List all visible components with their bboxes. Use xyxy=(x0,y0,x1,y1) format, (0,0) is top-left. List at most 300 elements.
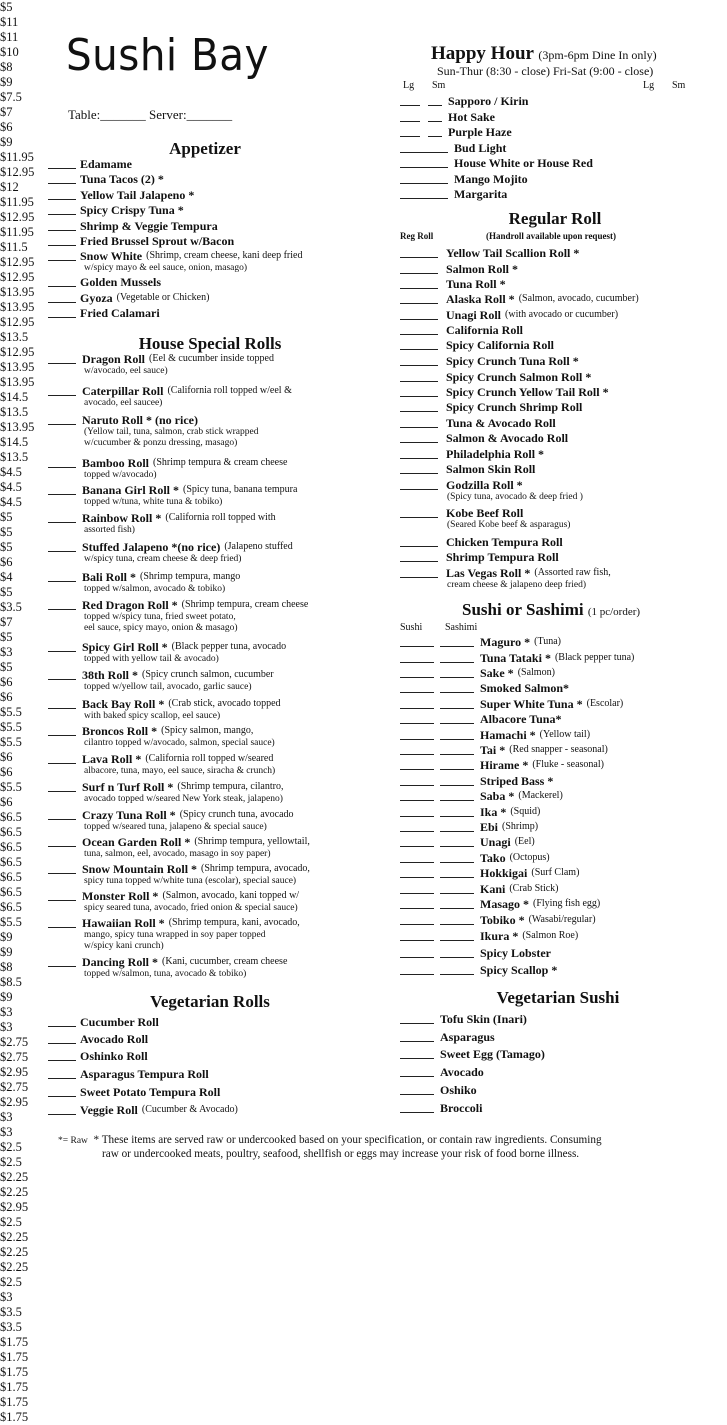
menu-item xyxy=(48,306,160,320)
item-name: Salmon Skin Roll xyxy=(446,462,536,476)
item-name: Ika * xyxy=(480,805,507,819)
item-name: Tai * xyxy=(480,743,506,757)
item-price-lg: $3 xyxy=(0,645,13,659)
order-blank[interactable] xyxy=(440,851,474,863)
order-blank[interactable] xyxy=(400,789,434,801)
order-blank[interactable] xyxy=(48,384,76,396)
menu-item xyxy=(48,955,287,969)
item-name: Sapporo / Kirin xyxy=(448,94,529,108)
order-blank[interactable] xyxy=(48,916,76,928)
item-description: (Salmon) xyxy=(517,667,555,678)
item-name: Spicy Girl Roll * xyxy=(82,640,168,654)
order-blank[interactable] xyxy=(48,1032,76,1044)
item-price: $4.5 xyxy=(0,480,22,494)
item-price: $13.95 xyxy=(0,300,35,314)
order-blank[interactable] xyxy=(48,1015,76,1027)
item-description: (Crab stick, avocado topped xyxy=(168,698,281,709)
order-blank[interactable] xyxy=(400,447,438,459)
order-blank[interactable] xyxy=(48,275,76,287)
order-blank[interactable] xyxy=(400,913,434,925)
order-blank[interactable] xyxy=(48,780,76,792)
item-name: Tuna & Avocado Roll xyxy=(446,416,556,430)
menu-item xyxy=(400,370,591,384)
order-blank[interactable] xyxy=(440,712,474,724)
item-price: $13.5 xyxy=(0,450,29,464)
item-name: Gyoza xyxy=(80,291,113,305)
item-price: $2.75 xyxy=(0,1080,29,1094)
order-blank[interactable] xyxy=(440,666,474,678)
order-blank[interactable] xyxy=(48,1067,76,1079)
order-blank[interactable] xyxy=(400,946,434,958)
order-blank[interactable] xyxy=(440,866,474,878)
order-blank[interactable] xyxy=(400,1012,434,1024)
order-blank[interactable] xyxy=(48,413,76,425)
order-blank[interactable] xyxy=(48,172,76,184)
order-blank[interactable] xyxy=(48,483,76,495)
menu-item xyxy=(48,916,300,930)
order-blank[interactable] xyxy=(48,456,76,468)
item-description: (Spicy crunch tuna, avocado xyxy=(179,809,294,820)
item-price: $3 xyxy=(0,1110,13,1124)
regular-roll-title: Regular Roll xyxy=(508,209,602,228)
item-description-line2: (Yellow tail, tuna, salmon, crab stick wrapped xyxy=(84,427,259,437)
order-blank[interactable] xyxy=(400,963,434,975)
order-blank[interactable] xyxy=(400,385,438,397)
item-price: $6.5 xyxy=(0,825,22,839)
order-blank-sm[interactable] xyxy=(428,94,442,106)
menu-item xyxy=(48,234,234,248)
item-name: Crazy Tuna Roll * xyxy=(82,808,176,822)
order-blank[interactable] xyxy=(440,651,474,663)
order-blank[interactable] xyxy=(48,862,76,874)
menu-item xyxy=(400,94,528,108)
item-price: $3 xyxy=(0,1290,13,1304)
item-name: Super White Tuna * xyxy=(480,697,583,711)
order-blank[interactable] xyxy=(400,308,438,320)
menu-item xyxy=(48,157,132,171)
item-name: Ocean Garden Roll * xyxy=(82,835,191,849)
menu-item xyxy=(400,835,535,849)
item-description: (Squid) xyxy=(510,806,541,817)
item-name: Margarita xyxy=(454,187,508,201)
sushi-col-label: Sushi xyxy=(400,622,423,633)
order-blank[interactable] xyxy=(400,416,438,428)
item-name: Monster Roll * xyxy=(82,889,159,903)
item-name: Stuffed Jalapeno *(no rice) xyxy=(82,540,221,554)
happy-hour-title: Happy Hour (3pm-6pm Dine In only) xyxy=(431,43,657,64)
item-price: $9 xyxy=(0,990,13,1004)
menu-item xyxy=(48,780,283,794)
item-price-sm: $5 xyxy=(0,630,13,644)
order-blank[interactable] xyxy=(400,697,434,709)
item-description: (Jalapeno stuffed xyxy=(224,541,293,552)
order-blank[interactable] xyxy=(48,1103,76,1115)
menu-item xyxy=(400,805,540,819)
menu-item xyxy=(400,308,618,322)
item-description: (Salmon Roe) xyxy=(522,930,579,941)
order-blank[interactable] xyxy=(440,882,474,894)
order-blank[interactable] xyxy=(48,697,76,709)
order-blank[interactable] xyxy=(48,668,76,680)
item-description: (Spicy crunch salmon, cucumber xyxy=(142,669,274,680)
item-name: House White or House Red xyxy=(454,156,593,170)
item-price: $7 xyxy=(0,105,13,119)
item-price: $5.5 xyxy=(0,705,22,719)
menu-item xyxy=(400,535,563,549)
order-blank[interactable] xyxy=(48,540,76,552)
order-blank[interactable] xyxy=(400,478,438,490)
item-price: $11.95 xyxy=(0,195,34,209)
order-blank[interactable] xyxy=(400,758,434,770)
order-blank[interactable] xyxy=(400,354,438,366)
order-blank[interactable] xyxy=(48,640,76,652)
order-blank[interactable] xyxy=(400,338,438,350)
order-blank[interactable] xyxy=(48,203,76,215)
item-price: $2.25 xyxy=(0,1245,29,1259)
menu-item xyxy=(400,743,608,757)
item-price-sm: $3.5 xyxy=(0,600,22,614)
order-blank[interactable] xyxy=(48,752,76,764)
order-blank[interactable] xyxy=(400,1030,434,1042)
item-name: Spicy Lobster xyxy=(480,946,552,960)
order-blank[interactable] xyxy=(400,1065,434,1077)
order-blank[interactable] xyxy=(440,805,474,817)
item-description-line2: (Spicy tuna, avocado & deep fried ) xyxy=(447,492,583,502)
menu-item xyxy=(48,203,184,217)
item-description-line3: w/cucumber & ponzu dressing, masago) xyxy=(84,438,238,448)
item-description: (Shrimp tempura, kani, avocado, xyxy=(168,917,300,928)
item-name: Godzilla Roll * xyxy=(446,478,523,492)
order-blank[interactable] xyxy=(400,681,434,693)
item-price: $2.5 xyxy=(0,1155,22,1169)
item-name: Ebi xyxy=(480,820,499,834)
item-price: $10 xyxy=(0,45,19,59)
item-description: (with avocado or cucumber) xyxy=(505,309,619,320)
item-description: (Shrimp tempura, cream cheese xyxy=(181,599,309,610)
order-blank[interactable] xyxy=(400,506,438,518)
order-blank[interactable] xyxy=(400,1083,434,1095)
menu-item xyxy=(400,110,495,124)
order-blank[interactable] xyxy=(440,743,474,755)
order-blank[interactable] xyxy=(400,851,434,863)
menu-item xyxy=(400,789,563,803)
order-blank[interactable] xyxy=(400,156,448,168)
order-blank[interactable] xyxy=(400,400,438,412)
item-name: Striped Bass * xyxy=(480,774,554,788)
item-price: $13.95 xyxy=(0,420,35,434)
item-price: $5 xyxy=(0,0,13,14)
item-price: $1.75 xyxy=(0,1395,29,1409)
item-description: (Vegetable or Chicken) xyxy=(116,292,210,303)
item-price: $11 xyxy=(0,15,19,29)
order-blank[interactable] xyxy=(440,963,474,975)
item-name: Masago * xyxy=(480,897,529,911)
item-name: Spicy Crispy Tuna * xyxy=(80,203,184,217)
menu-item xyxy=(48,219,218,233)
vegetarian-sushi-title: Vegetarian Sushi xyxy=(496,988,620,1007)
item-description: (Yellow tail) xyxy=(539,729,591,740)
menu-item xyxy=(400,1083,477,1097)
vegetarian-rolls-title: Vegetarian Rolls xyxy=(150,992,270,1011)
item-name: Sweet Potato Tempura Roll xyxy=(80,1085,221,1099)
order-blank[interactable] xyxy=(400,929,434,941)
order-blank[interactable] xyxy=(400,141,448,153)
order-blank[interactable] xyxy=(400,712,434,724)
order-blank[interactable] xyxy=(400,535,438,547)
order-blank[interactable] xyxy=(400,172,448,184)
item-price: $9 xyxy=(0,945,13,959)
item-name: Shrimp Tempura Roll xyxy=(446,550,559,564)
order-blank[interactable] xyxy=(400,728,434,740)
order-blank-lg[interactable] xyxy=(400,110,420,122)
item-description-line2: spicy tuna topped w/white tuna (escolar), special sauce) xyxy=(84,876,297,886)
handroll-note: (Handroll available upon request) xyxy=(486,231,616,241)
order-blank[interactable] xyxy=(400,774,434,786)
item-description: (Salmon, avocado, cucumber) xyxy=(518,293,639,304)
order-blank[interactable] xyxy=(440,728,474,740)
order-blank[interactable] xyxy=(440,835,474,847)
menu-item xyxy=(48,172,164,186)
item-description: (Wasabi/regular) xyxy=(528,914,596,925)
item-price: $2.75 xyxy=(0,1035,29,1049)
order-blank[interactable] xyxy=(400,743,434,755)
order-blank[interactable] xyxy=(400,277,438,289)
menu-item xyxy=(48,1032,148,1046)
order-blank[interactable] xyxy=(48,157,76,169)
item-name: Oshiko xyxy=(440,1083,477,1097)
item-description: (Crab Stick) xyxy=(509,883,559,894)
item-price: $11 xyxy=(0,30,19,44)
item-name: Hot Sake xyxy=(448,110,496,124)
item-price: $12.95 xyxy=(0,345,35,359)
item-price: $12.95 xyxy=(0,165,35,179)
item-name: Sake * xyxy=(480,666,514,680)
item-description: (Escolar) xyxy=(586,698,624,709)
order-blank[interactable] xyxy=(48,724,76,736)
item-name: Caterpillar Roll xyxy=(82,384,164,398)
item-price: $9 xyxy=(0,135,13,149)
item-price: $12.95 xyxy=(0,255,35,269)
item-description-line2: with baked spicy scallop, eel sauce) xyxy=(84,711,221,721)
order-blank[interactable] xyxy=(48,889,76,901)
item-name: Snow Mountain Roll * xyxy=(82,862,198,876)
order-blank[interactable] xyxy=(400,262,438,274)
item-description: (Black pepper tuna) xyxy=(554,652,635,663)
menu-item xyxy=(48,1085,220,1099)
sashimi-col-label: Sashimi xyxy=(445,622,478,633)
menu-item xyxy=(400,666,555,680)
item-description: (Surf Clam) xyxy=(531,867,580,878)
order-blank[interactable] xyxy=(440,789,474,801)
item-price-lg: $5 xyxy=(0,585,13,599)
order-blank[interactable] xyxy=(48,219,76,231)
item-name: Spicy Crunch Yellow Tail Roll * xyxy=(446,385,609,399)
menu-item xyxy=(48,1103,238,1117)
item-name: Spicy Crunch Shrimp Roll xyxy=(446,400,583,414)
item-price: $8.5 xyxy=(0,975,22,989)
item-name: Salmon & Avocado Roll xyxy=(446,431,569,445)
item-name: Shrimp & Veggie Tempura xyxy=(80,219,218,233)
order-blank[interactable] xyxy=(48,234,76,246)
order-blank[interactable] xyxy=(400,1101,434,1113)
order-blank[interactable] xyxy=(440,820,474,832)
item-description: (Cucumber & Avocado) xyxy=(141,1104,238,1115)
order-blank[interactable] xyxy=(400,820,434,832)
item-name: Philadelphia Roll * xyxy=(446,447,545,461)
menu-item xyxy=(400,385,609,399)
item-price: $6.5 xyxy=(0,900,22,914)
order-blank[interactable] xyxy=(400,866,434,878)
item-description: (Black pepper tuna, avocado xyxy=(171,641,287,652)
item-price-lg: $7 xyxy=(0,615,13,629)
order-blank[interactable] xyxy=(440,774,474,786)
order-blank-lg[interactable] xyxy=(400,125,420,137)
menu-item xyxy=(400,866,579,880)
item-name: Back Bay Roll * xyxy=(82,697,165,711)
menu-item xyxy=(400,758,604,772)
item-description-line2: topped w/yellow tail, avocado, garlic sauce) xyxy=(84,682,252,692)
menu-item xyxy=(400,1012,527,1026)
happy-hour-schedule: Sun-Thur (8:30 - close) Fri-Sat (9:00 - close) xyxy=(437,64,654,78)
order-blank[interactable] xyxy=(400,882,434,894)
item-description: (Kani, cucumber, cream cheese xyxy=(162,956,288,967)
order-blank[interactable] xyxy=(400,835,434,847)
order-blank[interactable] xyxy=(400,187,448,199)
order-blank[interactable] xyxy=(440,929,474,941)
item-description: (Shrimp) xyxy=(502,821,539,832)
item-name: Bamboo Roll xyxy=(82,456,150,470)
order-blank-sm[interactable] xyxy=(428,110,442,122)
menu-item xyxy=(400,478,523,492)
item-price: $3 xyxy=(0,1020,13,1034)
order-blank[interactable] xyxy=(400,566,438,578)
item-name: Edamame xyxy=(80,157,132,171)
item-name: Spicy California Roll xyxy=(446,338,555,352)
item-price-lg: $6 xyxy=(0,675,13,689)
order-blank[interactable] xyxy=(400,323,438,335)
order-blank[interactable] xyxy=(400,462,438,474)
order-blank[interactable] xyxy=(48,1085,76,1097)
item-description: (Shrimp, cream cheese, kani deep fried xyxy=(146,250,303,261)
item-description-line2: w/avocado, eel sauce) xyxy=(84,366,168,376)
menu-item xyxy=(48,352,274,366)
menu-item xyxy=(400,506,523,520)
order-blank[interactable] xyxy=(48,352,76,364)
order-blank[interactable] xyxy=(48,1049,76,1061)
order-blank[interactable] xyxy=(48,511,76,523)
item-name: Surf n Turf Roll * xyxy=(82,780,174,794)
order-blank[interactable] xyxy=(400,1047,434,1059)
menu-item xyxy=(48,668,274,682)
item-name: Golden Mussels xyxy=(80,275,162,289)
menu-item xyxy=(400,1101,482,1115)
order-blank[interactable] xyxy=(48,835,76,847)
menu-item xyxy=(48,1067,209,1081)
order-blank[interactable] xyxy=(48,808,76,820)
item-description: (Red snapper - seasonal) xyxy=(509,744,608,755)
order-blank[interactable] xyxy=(400,897,434,909)
order-blank[interactable] xyxy=(48,955,76,967)
item-name: Tofu Skin (Inari) xyxy=(440,1012,527,1026)
item-description-line2: albacore, tuna, mayo, eel sauce, siracha & crunch) xyxy=(84,766,276,776)
menu-item xyxy=(400,946,551,960)
item-price: $13.5 xyxy=(0,405,29,419)
order-blank[interactable] xyxy=(48,188,76,200)
item-description: (California roll topped w/seared xyxy=(145,753,274,764)
order-blank[interactable] xyxy=(400,246,438,258)
order-blank[interactable] xyxy=(400,370,438,382)
item-name: Smoked Salmon* xyxy=(480,681,570,695)
menu-item xyxy=(48,413,198,427)
order-blank[interactable] xyxy=(400,431,438,443)
menu-item xyxy=(400,963,557,977)
menu-item xyxy=(400,141,506,155)
item-description: (Shrimp tempura & cream cheese xyxy=(153,457,288,468)
order-blank[interactable] xyxy=(400,292,438,304)
item-price: $1.75 xyxy=(0,1335,29,1349)
item-description: (Eel) xyxy=(514,836,535,847)
menu-item xyxy=(400,550,559,564)
item-name: Lava Roll * xyxy=(82,752,142,766)
menu-item xyxy=(400,1065,484,1079)
order-blank[interactable] xyxy=(440,913,474,925)
order-blank[interactable] xyxy=(48,570,76,582)
order-blank-lg[interactable] xyxy=(400,94,420,106)
item-description: (Flying fish egg) xyxy=(533,898,601,909)
order-blank[interactable] xyxy=(400,666,434,678)
order-blank[interactable] xyxy=(400,651,434,663)
item-price: $11.95 xyxy=(0,225,34,239)
order-blank[interactable] xyxy=(48,598,76,610)
item-price: $2.25 xyxy=(0,1185,29,1199)
menu-item xyxy=(400,172,528,186)
menu-item xyxy=(48,384,292,398)
menu-item xyxy=(400,156,593,170)
order-blank[interactable] xyxy=(440,758,474,770)
order-blank[interactable] xyxy=(440,635,474,647)
item-name: Tuna Tataki * xyxy=(480,651,551,665)
item-name: Las Vegas Roll * xyxy=(446,566,531,580)
item-description: (Shrimp tempura, avocado, xyxy=(201,863,310,874)
order-blank[interactable] xyxy=(400,550,438,562)
item-name: Dragon Roll xyxy=(82,352,145,366)
item-description-line2: cream cheese & jalapeno deep fried) xyxy=(447,580,586,590)
item-description-line3: w/spicy kani crunch) xyxy=(84,941,164,951)
order-blank[interactable] xyxy=(440,946,474,958)
order-blank[interactable] xyxy=(48,306,76,318)
item-name: Broncos Roll * xyxy=(82,724,158,738)
item-price: $6.5 xyxy=(0,885,22,899)
order-blank[interactable] xyxy=(440,681,474,693)
item-price: $2.5 xyxy=(0,1215,22,1229)
order-blank[interactable] xyxy=(440,697,474,709)
menu-item xyxy=(48,835,310,849)
order-blank[interactable] xyxy=(48,291,76,303)
item-price: $2.95 xyxy=(0,1065,29,1079)
item-price: $8 xyxy=(0,60,13,74)
raw-legend: *= Raw xyxy=(58,1136,88,1146)
item-price: $1.75 xyxy=(0,1380,29,1394)
order-blank-sm[interactable] xyxy=(428,125,442,137)
order-blank[interactable] xyxy=(48,249,76,261)
menu-item xyxy=(48,752,273,766)
item-name: Banana Girl Roll * xyxy=(82,483,180,497)
order-blank[interactable] xyxy=(400,805,434,817)
item-description-line2: spicy seared tuna, avocado, fried onion & special sauce) xyxy=(84,903,298,913)
order-blank[interactable] xyxy=(400,635,434,647)
order-blank[interactable] xyxy=(440,897,474,909)
item-description-line2: assorted fish) xyxy=(84,525,135,535)
